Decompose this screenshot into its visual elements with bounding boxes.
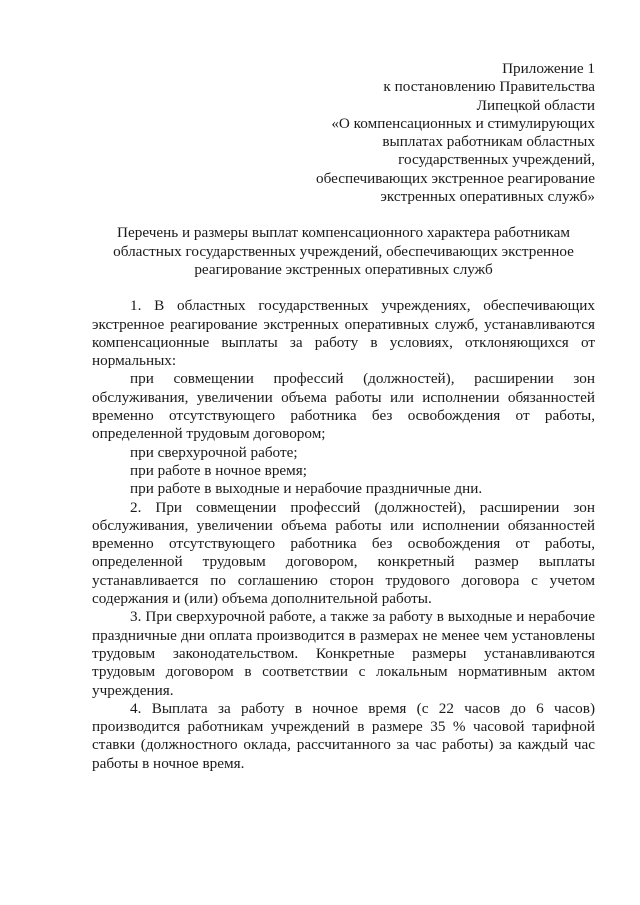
appendix-header [92,60,595,206]
paragraph-1: 1. В областных государственных учреждениях, обеспечивающих экстренное реагирование экстренных оперативных служб, устанавливаются компенсационные выплаты за работу в условиях, отклоняющихся от нормальных: [92,297,595,370]
appendix-line: к постановлению Правительства [383,78,595,96]
paragraph-list-item: при совмещении профессий (должностей), расширении зон обслуживания, увеличении объема работы или исполнении обязанностей временно отсутствующего работника без освобождения от работы, определенной трудовым договором; [92,370,595,443]
paragraph-list-item: при работе в ночное время; [130,461,307,479]
paragraph-list-item: при работе в выходные и нерабочие праздничные дни. [130,480,483,498]
appendix-line: «О компенсационных и стимулирующих [331,114,595,132]
title-line: реагирование экстренных оперативных служб [194,260,493,278]
paragraph-3: 3. При сверхурочной работе, а также за работу в выходные и нерабочие праздничные дни оплата производится в размерах не менее чем установлены трудовым законодательством. Конкретные размеры устанавливаются трудовым договором в соответствии с локальным нормативным актом учреждения. [92,608,595,699]
document-page [92,60,595,773]
paragraph-4: 4. Выплата за работу в ночное время (с 22 часов до 6 часов) производится работникам учреждений в размере 35 % часовой тарифной ставки (должностного оклада, рассчитанного за час работы) за каждый час работы в ночное время. [92,699,595,772]
appendix-line: экстренных оперативных служб» [380,188,595,206]
appendix-line: Приложение 1 [502,60,595,77]
document-body [92,297,595,773]
appendix-line: государственных учреждений, [398,151,595,169]
appendix-line: обеспечивающих экстренное реагирование [315,169,595,187]
document-title [92,224,595,279]
title-line: областных государственных учреждений, обеспечивающих экстренное [113,242,574,260]
appendix-line: выплатах работникам областных [382,133,595,151]
paragraph-2: 2. При совмещении профессий (должностей), расширении зон обслуживания, увеличении объема работы или исполнении обязанностей временно отсутствующего работника без освобождения от работы, определенной трудовым договором, конкретный размер выплаты устанавливается по соглашению сторон трудового договора с учетом содержания и (или) объема дополнительной работы. [92,498,595,608]
paragraph-list-item: при сверхурочной работе; [130,443,298,461]
title-line: Перечень и размеры выплат компенсационного характера работникам [117,224,570,242]
appendix-line: Липецкой области [476,96,595,114]
